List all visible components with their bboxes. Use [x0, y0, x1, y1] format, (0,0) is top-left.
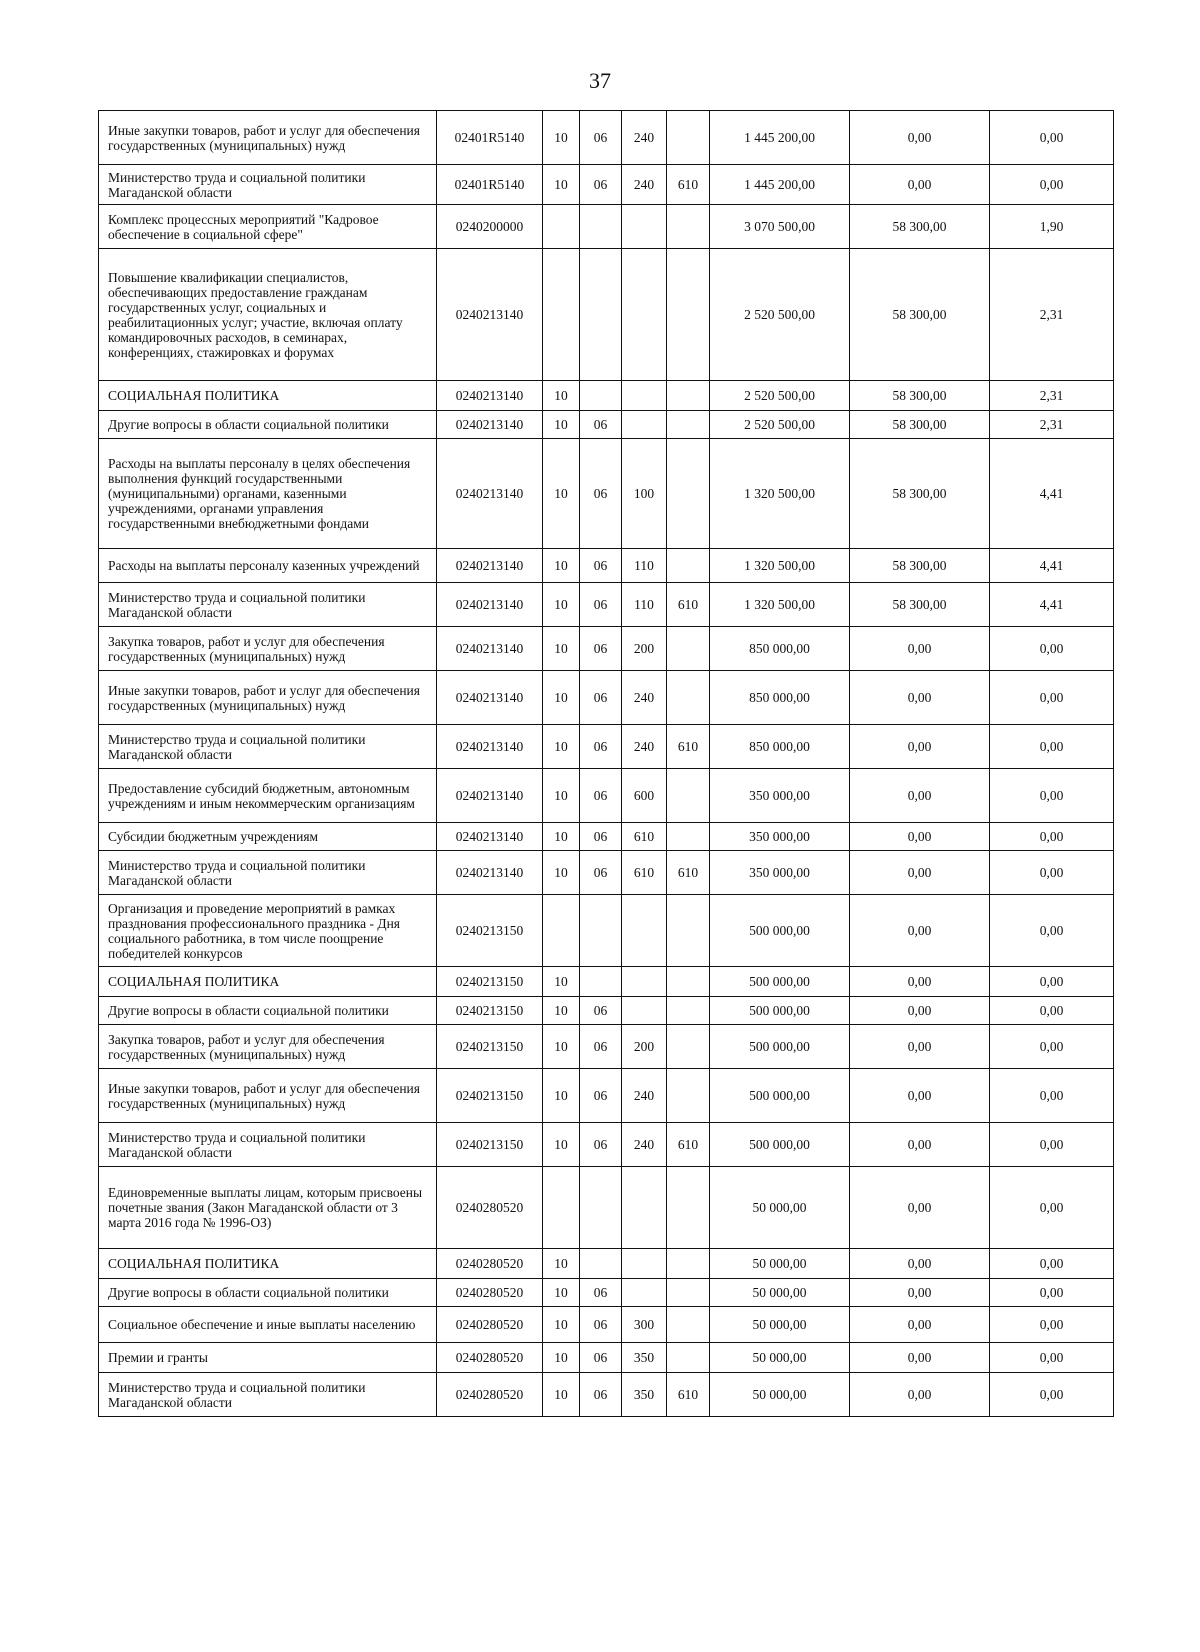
- row-section: 10: [543, 769, 580, 823]
- row-planned-amount: 3 070 500,00: [710, 205, 850, 249]
- row-actual-amount: 58 300,00: [850, 549, 990, 583]
- row-code: 02401R5140: [437, 111, 543, 165]
- row-percent: 0,00: [990, 895, 1114, 967]
- table-row: [99, 769, 1114, 823]
- row-planned-amount: 50 000,00: [710, 1279, 850, 1307]
- table-row: [99, 439, 1114, 549]
- row-code: 0240213140: [437, 381, 543, 411]
- row-code: 0240213140: [437, 549, 543, 583]
- row-planned-amount: 1 320 500,00: [710, 439, 850, 549]
- row-percent: 0,00: [990, 111, 1114, 165]
- row-section: 10: [543, 111, 580, 165]
- row-planned-amount: 350 000,00: [710, 823, 850, 851]
- row-code: 0240280520: [437, 1343, 543, 1373]
- row-admin-code: 610: [667, 165, 710, 205]
- row-expense-type: [622, 895, 667, 967]
- row-actual-amount: 0,00: [850, 1373, 990, 1417]
- row-name: СОЦИАЛЬНАЯ ПОЛИТИКА: [99, 381, 437, 411]
- budget-table: [98, 110, 1114, 1417]
- row-percent: 0,00: [990, 1069, 1114, 1123]
- row-name: Предоставление субсидий бюджетным, автономным учреждениям и иным некоммерческим организациям: [99, 769, 437, 823]
- row-name: Социальное обеспечение и иные выплаты населению: [99, 1307, 437, 1343]
- row-section: [543, 205, 580, 249]
- row-section: [543, 1167, 580, 1249]
- row-actual-amount: 58 300,00: [850, 439, 990, 549]
- table-row: [99, 671, 1114, 725]
- row-percent: 0,00: [990, 1373, 1114, 1417]
- table-row: [99, 583, 1114, 627]
- row-admin-code: [667, 967, 710, 997]
- row-planned-amount: 500 000,00: [710, 1123, 850, 1167]
- row-planned-amount: 1 320 500,00: [710, 549, 850, 583]
- row-code: 0240213140: [437, 671, 543, 725]
- row-planned-amount: 50 000,00: [710, 1249, 850, 1279]
- table-row: [99, 1167, 1114, 1249]
- row-actual-amount: 58 300,00: [850, 205, 990, 249]
- row-subsection: 06: [580, 583, 622, 627]
- row-expense-type: [622, 1279, 667, 1307]
- row-actual-amount: 0,00: [850, 1167, 990, 1249]
- row-name: СОЦИАЛЬНАЯ ПОЛИТИКА: [99, 1249, 437, 1279]
- row-expense-type: 350: [622, 1373, 667, 1417]
- row-subsection: 06: [580, 1343, 622, 1373]
- row-percent: 2,31: [990, 411, 1114, 439]
- row-code: 0240280520: [437, 1167, 543, 1249]
- row-admin-code: [667, 249, 710, 381]
- row-name: Повышение квалификации специалистов, обеспечивающих предоставление гражданам государственных услуг, социальных и реабилитационных услуг; участие, включая оплату командировочных расходов, в семинарах, конференциях, стажировках и форумах: [99, 249, 437, 381]
- row-planned-amount: 50 000,00: [710, 1167, 850, 1249]
- row-section: 10: [543, 997, 580, 1025]
- row-actual-amount: 0,00: [850, 823, 990, 851]
- row-actual-amount: 0,00: [850, 997, 990, 1025]
- row-subsection: 06: [580, 997, 622, 1025]
- row-section: 10: [543, 411, 580, 439]
- row-expense-type: 240: [622, 1123, 667, 1167]
- row-subsection: 06: [580, 411, 622, 439]
- row-expense-type: 610: [622, 851, 667, 895]
- row-planned-amount: 500 000,00: [710, 967, 850, 997]
- row-name: Министерство труда и социальной политики Магаданской области: [99, 583, 437, 627]
- row-name: Субсидии бюджетным учреждениям: [99, 823, 437, 851]
- row-actual-amount: 58 300,00: [850, 583, 990, 627]
- row-code: 0240280520: [437, 1307, 543, 1343]
- row-percent: 0,00: [990, 671, 1114, 725]
- table-row: [99, 1373, 1114, 1417]
- row-expense-type: 200: [622, 1025, 667, 1069]
- row-actual-amount: 58 300,00: [850, 249, 990, 381]
- row-actual-amount: 0,00: [850, 967, 990, 997]
- table-row: [99, 1123, 1114, 1167]
- row-expense-type: [622, 967, 667, 997]
- row-name: Иные закупки товаров, работ и услуг для обеспечения государственных (муниципальных) нужд: [99, 1069, 437, 1123]
- row-admin-code: [667, 381, 710, 411]
- row-actual-amount: 0,00: [850, 165, 990, 205]
- row-planned-amount: 850 000,00: [710, 725, 850, 769]
- row-planned-amount: 1 445 200,00: [710, 165, 850, 205]
- table-row: [99, 249, 1114, 381]
- row-code: 0240213150: [437, 1025, 543, 1069]
- budget-table-container: [98, 110, 1113, 1417]
- row-percent: 0,00: [990, 1167, 1114, 1249]
- row-section: 10: [543, 823, 580, 851]
- row-percent: 0,00: [990, 967, 1114, 997]
- row-admin-code: [667, 1069, 710, 1123]
- table-row: [99, 1249, 1114, 1279]
- table-row: [99, 1069, 1114, 1123]
- row-code: 0240213140: [437, 627, 543, 671]
- row-name: Другие вопросы в области социальной политики: [99, 411, 437, 439]
- row-code: 0240280520: [437, 1249, 543, 1279]
- row-name: Министерство труда и социальной политики Магаданской области: [99, 1123, 437, 1167]
- row-planned-amount: 850 000,00: [710, 671, 850, 725]
- row-actual-amount: 0,00: [850, 1343, 990, 1373]
- row-name: Закупка товаров, работ и услуг для обеспечения государственных (муниципальных) нужд: [99, 1025, 437, 1069]
- row-section: 10: [543, 1069, 580, 1123]
- row-code: 0240213150: [437, 967, 543, 997]
- row-section: 10: [543, 583, 580, 627]
- table-row: [99, 1025, 1114, 1069]
- row-admin-code: [667, 1307, 710, 1343]
- row-percent: 0,00: [990, 997, 1114, 1025]
- row-expense-type: [622, 1249, 667, 1279]
- row-subsection: 06: [580, 1069, 622, 1123]
- row-admin-code: [667, 1249, 710, 1279]
- table-row: [99, 967, 1114, 997]
- row-section: 10: [543, 725, 580, 769]
- row-percent: 4,41: [990, 583, 1114, 627]
- row-expense-type: 240: [622, 725, 667, 769]
- row-name: Иные закупки товаров, работ и услуг для обеспечения государственных (муниципальных) нужд: [99, 111, 437, 165]
- row-admin-code: [667, 205, 710, 249]
- row-admin-code: [667, 1025, 710, 1069]
- row-planned-amount: 2 520 500,00: [710, 381, 850, 411]
- row-code: 0240213140: [437, 725, 543, 769]
- row-code: 0240213140: [437, 439, 543, 549]
- row-admin-code: 610: [667, 583, 710, 627]
- row-code: 0240213140: [437, 249, 543, 381]
- row-code: 0240213150: [437, 1069, 543, 1123]
- row-section: 10: [543, 1373, 580, 1417]
- row-name: Иные закупки товаров, работ и услуг для обеспечения государственных (муниципальных) нужд: [99, 671, 437, 725]
- row-subsection: 06: [580, 1123, 622, 1167]
- row-percent: 0,00: [990, 823, 1114, 851]
- row-subsection: 06: [580, 769, 622, 823]
- row-actual-amount: 58 300,00: [850, 381, 990, 411]
- row-name: Закупка товаров, работ и услуг для обеспечения государственных (муниципальных) нужд: [99, 627, 437, 671]
- row-code: 0240213140: [437, 411, 543, 439]
- row-admin-code: 610: [667, 1123, 710, 1167]
- row-actual-amount: 0,00: [850, 627, 990, 671]
- row-expense-type: 240: [622, 671, 667, 725]
- page-number: 37: [589, 68, 611, 93]
- table-body: [99, 111, 1114, 1417]
- row-expense-type: 610: [622, 823, 667, 851]
- row-planned-amount: 2 520 500,00: [710, 411, 850, 439]
- row-percent: 0,00: [990, 1123, 1114, 1167]
- table-row: [99, 205, 1114, 249]
- row-subsection: 06: [580, 549, 622, 583]
- row-subsection: [580, 1249, 622, 1279]
- table-row: [99, 895, 1114, 967]
- row-planned-amount: 50 000,00: [710, 1343, 850, 1373]
- row-percent: 0,00: [990, 1279, 1114, 1307]
- row-percent: 0,00: [990, 725, 1114, 769]
- row-section: 10: [543, 1279, 580, 1307]
- row-name: Министерство труда и социальной политики Магаданской области: [99, 725, 437, 769]
- row-percent: 0,00: [990, 165, 1114, 205]
- row-code: 0240200000: [437, 205, 543, 249]
- row-section: 10: [543, 1249, 580, 1279]
- row-section: 10: [543, 967, 580, 997]
- row-actual-amount: 0,00: [850, 895, 990, 967]
- row-subsection: 06: [580, 111, 622, 165]
- row-subsection: 06: [580, 671, 622, 725]
- row-section: 10: [543, 381, 580, 411]
- row-planned-amount: 1 445 200,00: [710, 111, 850, 165]
- row-section: 10: [543, 549, 580, 583]
- row-expense-type: [622, 249, 667, 381]
- row-expense-type: 300: [622, 1307, 667, 1343]
- row-percent: 0,00: [990, 1307, 1114, 1343]
- row-subsection: 06: [580, 1307, 622, 1343]
- table-row: [99, 725, 1114, 769]
- row-percent: 2,31: [990, 249, 1114, 381]
- row-percent: 4,41: [990, 549, 1114, 583]
- row-subsection: [580, 249, 622, 381]
- row-planned-amount: 350 000,00: [710, 851, 850, 895]
- row-section: [543, 249, 580, 381]
- row-subsection: 06: [580, 439, 622, 549]
- row-name: Расходы на выплаты персоналу казенных учреждений: [99, 549, 437, 583]
- row-planned-amount: 50 000,00: [710, 1307, 850, 1343]
- row-expense-type: [622, 381, 667, 411]
- row-expense-type: [622, 997, 667, 1025]
- row-planned-amount: 2 520 500,00: [710, 249, 850, 381]
- row-subsection: 06: [580, 165, 622, 205]
- row-name: Министерство труда и социальной политики Магаданской области: [99, 851, 437, 895]
- row-name: Комплекс процессных мероприятий "Кадровое обеспечение в социальной сфере": [99, 205, 437, 249]
- row-admin-code: [667, 1343, 710, 1373]
- row-expense-type: 110: [622, 549, 667, 583]
- row-expense-type: 240: [622, 111, 667, 165]
- row-actual-amount: 0,00: [850, 671, 990, 725]
- row-admin-code: [667, 1279, 710, 1307]
- row-planned-amount: 500 000,00: [710, 895, 850, 967]
- row-code: 0240213140: [437, 583, 543, 627]
- row-planned-amount: 850 000,00: [710, 627, 850, 671]
- row-expense-type: 240: [622, 165, 667, 205]
- row-code: 0240280520: [437, 1279, 543, 1307]
- row-planned-amount: 500 000,00: [710, 997, 850, 1025]
- row-section: 10: [543, 1123, 580, 1167]
- row-admin-code: 610: [667, 725, 710, 769]
- row-actual-amount: 0,00: [850, 769, 990, 823]
- row-subsection: [580, 967, 622, 997]
- table-row: [99, 997, 1114, 1025]
- row-admin-code: [667, 769, 710, 823]
- row-expense-type: 240: [622, 1069, 667, 1123]
- row-actual-amount: 0,00: [850, 851, 990, 895]
- row-name: Единовременные выплаты лицам, которым присвоены почетные звания (Закон Магаданской области от 3 марта 2016 года № 1996-ОЗ): [99, 1167, 437, 1249]
- row-subsection: 06: [580, 851, 622, 895]
- row-admin-code: [667, 895, 710, 967]
- row-code: 0240213140: [437, 823, 543, 851]
- row-planned-amount: 50 000,00: [710, 1373, 850, 1417]
- row-expense-type: [622, 1167, 667, 1249]
- row-section: 10: [543, 851, 580, 895]
- row-expense-type: 200: [622, 627, 667, 671]
- row-planned-amount: 350 000,00: [710, 769, 850, 823]
- table-row: [99, 1307, 1114, 1343]
- row-section: 10: [543, 1343, 580, 1373]
- row-name: Премии и гранты: [99, 1343, 437, 1373]
- row-subsection: 06: [580, 1025, 622, 1069]
- table-row: [99, 165, 1114, 205]
- row-planned-amount: 500 000,00: [710, 1025, 850, 1069]
- row-expense-type: [622, 411, 667, 439]
- table-row: [99, 1343, 1114, 1373]
- row-section: 10: [543, 439, 580, 549]
- row-code: 02401R5140: [437, 165, 543, 205]
- row-name: Другие вопросы в области социальной политики: [99, 1279, 437, 1307]
- row-subsection: [580, 895, 622, 967]
- row-admin-code: 610: [667, 1373, 710, 1417]
- row-subsection: [580, 381, 622, 411]
- row-subsection: [580, 1167, 622, 1249]
- table-row: [99, 411, 1114, 439]
- table-row: [99, 549, 1114, 583]
- row-admin-code: [667, 549, 710, 583]
- row-admin-code: [667, 411, 710, 439]
- row-subsection: [580, 205, 622, 249]
- row-percent: 2,31: [990, 381, 1114, 411]
- row-actual-amount: 0,00: [850, 725, 990, 769]
- row-code: 0240213150: [437, 997, 543, 1025]
- row-name: Министерство труда и социальной политики Магаданской области: [99, 165, 437, 205]
- row-name: Другие вопросы в области социальной политики: [99, 997, 437, 1025]
- row-section: 10: [543, 671, 580, 725]
- row-percent: 1,90: [990, 205, 1114, 249]
- row-code: 0240213140: [437, 769, 543, 823]
- row-expense-type: [622, 205, 667, 249]
- row-section: [543, 895, 580, 967]
- table-row: [99, 823, 1114, 851]
- row-code: 0240213140: [437, 851, 543, 895]
- row-admin-code: [667, 997, 710, 1025]
- row-name: СОЦИАЛЬНАЯ ПОЛИТИКА: [99, 967, 437, 997]
- row-admin-code: [667, 627, 710, 671]
- row-subsection: 06: [580, 627, 622, 671]
- row-subsection: 06: [580, 1279, 622, 1307]
- row-actual-amount: 0,00: [850, 1025, 990, 1069]
- row-actual-amount: 0,00: [850, 1069, 990, 1123]
- row-subsection: 06: [580, 823, 622, 851]
- row-section: 10: [543, 1307, 580, 1343]
- row-expense-type: 110: [622, 583, 667, 627]
- row-percent: 0,00: [990, 1025, 1114, 1069]
- row-subsection: 06: [580, 1373, 622, 1417]
- row-admin-code: 610: [667, 851, 710, 895]
- row-name: Министерство труда и социальной политики Магаданской области: [99, 1373, 437, 1417]
- row-percent: 0,00: [990, 851, 1114, 895]
- table-row: [99, 627, 1114, 671]
- row-planned-amount: 500 000,00: [710, 1069, 850, 1123]
- row-code: 0240280520: [437, 1373, 543, 1417]
- row-admin-code: [667, 111, 710, 165]
- row-expense-type: 350: [622, 1343, 667, 1373]
- row-admin-code: [667, 671, 710, 725]
- row-section: 10: [543, 1025, 580, 1069]
- table-row: [99, 1279, 1114, 1307]
- table-row: [99, 381, 1114, 411]
- row-percent: 0,00: [990, 1343, 1114, 1373]
- row-actual-amount: 58 300,00: [850, 411, 990, 439]
- row-actual-amount: 0,00: [850, 1279, 990, 1307]
- row-expense-type: 600: [622, 769, 667, 823]
- row-actual-amount: 0,00: [850, 1307, 990, 1343]
- row-name: Организация и проведение мероприятий в рамках празднования профессионального праздника - Дня социального работника, в том числе поощрение победителей конкурсов: [99, 895, 437, 967]
- row-name: Расходы на выплаты персоналу в целях обеспечения выполнения функций государственными (муниципальными) органами, казенными учреждениями, органами управления государственными внебюджетными фондами: [99, 439, 437, 549]
- row-planned-amount: 1 320 500,00: [710, 583, 850, 627]
- row-subsection: 06: [580, 725, 622, 769]
- row-code: 0240213150: [437, 1123, 543, 1167]
- row-admin-code: [667, 823, 710, 851]
- row-percent: 0,00: [990, 1249, 1114, 1279]
- row-actual-amount: 0,00: [850, 1123, 990, 1167]
- row-percent: 0,00: [990, 627, 1114, 671]
- row-percent: 4,41: [990, 439, 1114, 549]
- row-admin-code: [667, 1167, 710, 1249]
- row-actual-amount: 0,00: [850, 111, 990, 165]
- row-actual-amount: 0,00: [850, 1249, 990, 1279]
- row-section: 10: [543, 627, 580, 671]
- row-percent: 0,00: [990, 769, 1114, 823]
- row-admin-code: [667, 439, 710, 549]
- row-section: 10: [543, 165, 580, 205]
- table-row: [99, 851, 1114, 895]
- table-row: [99, 111, 1114, 165]
- row-expense-type: 100: [622, 439, 667, 549]
- row-code: 0240213150: [437, 895, 543, 967]
